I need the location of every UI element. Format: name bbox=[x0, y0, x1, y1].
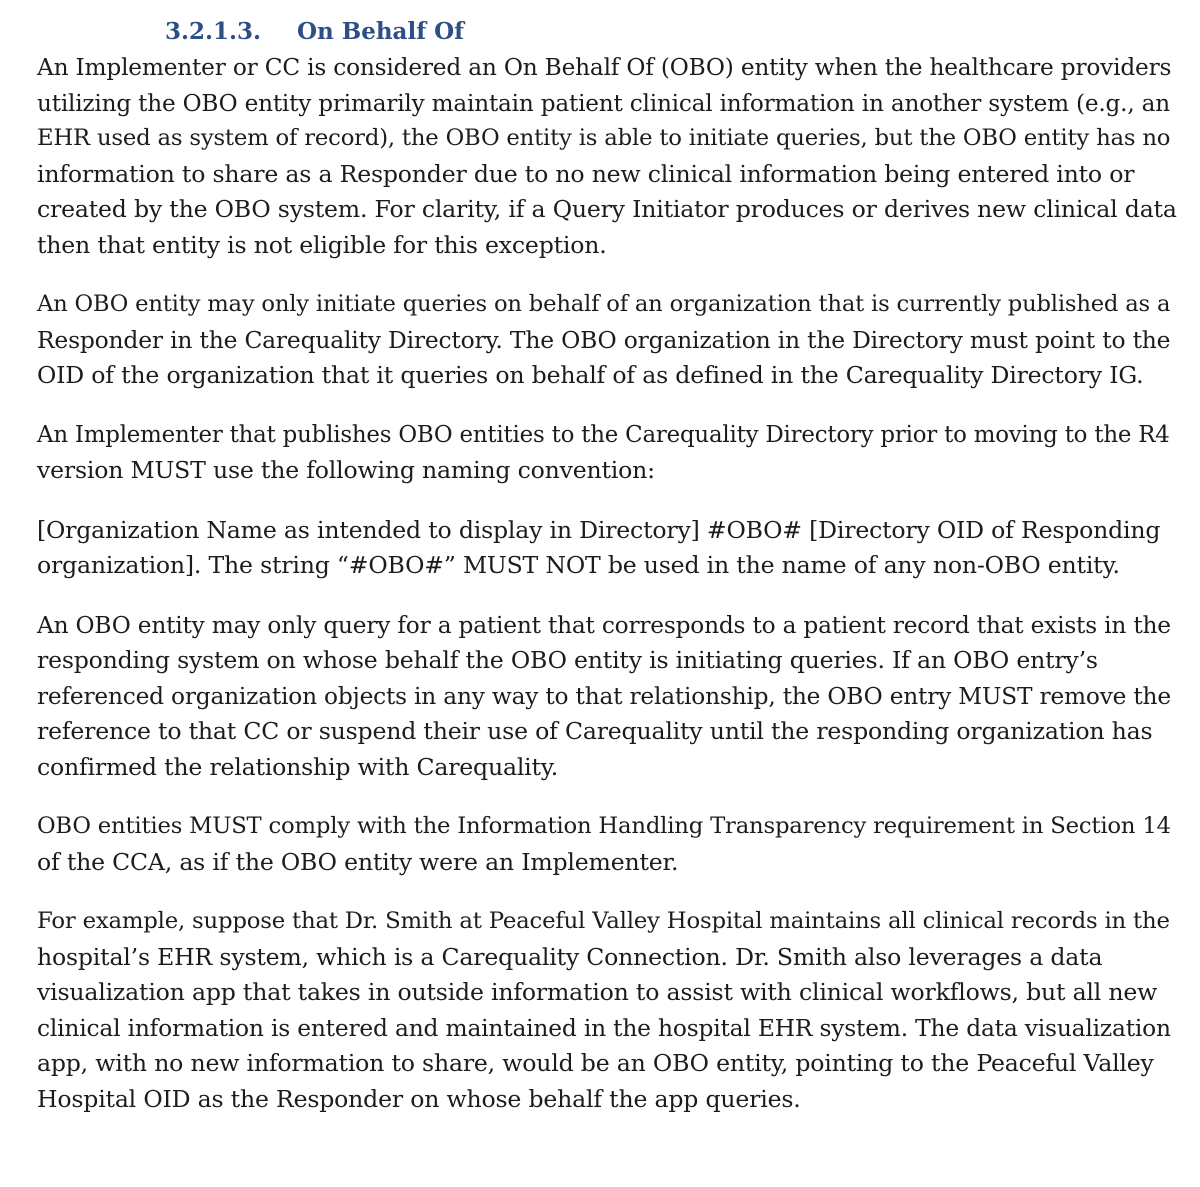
paragraph-gap bbox=[37, 880, 1177, 904]
paragraph-gap bbox=[37, 584, 1177, 608]
paragraph-line: visualization app that takes in outside information to assist with clinical workflows, but all new bbox=[37, 978, 1158, 1006]
paragraph-line: referenced organization objects in any way to that relationship, the OBO entry MUST remove the bbox=[37, 682, 1171, 710]
paragraph-gap bbox=[37, 394, 1177, 418]
paragraph-obo-directory bbox=[37, 287, 1177, 394]
paragraph-line: responding system on whose behalf the OBO entity is initiating queries. If an OBO entry’s bbox=[37, 646, 1098, 674]
paragraph-gap bbox=[37, 489, 1177, 513]
paragraph-line: An Implementer or CC is considered an On Behalf Of (OBO) entity when the healthcare providers bbox=[37, 54, 1172, 81]
paragraph-line: clinical information is entered and maintained in the hospital EHR system. The data visualization bbox=[37, 1013, 1171, 1042]
paragraph-line: utilizing the OBO entity primarily maintain patient clinical information in another system (e.g., an bbox=[37, 89, 1170, 117]
paragraph-line: app, with no new information to share, would be an OBO entity, pointing to the Peaceful Valley bbox=[37, 1049, 1154, 1077]
paragraph-obo-definition bbox=[37, 50, 1177, 263]
document-page bbox=[37, 14, 1177, 1117]
paragraph-line: [Organization Name as intended to display in Directory] #OBO# [Directory OID of Responding bbox=[37, 515, 1161, 544]
paragraph-line: For example, suppose that Dr. Smith at Peaceful Valley Hospital maintains all clinical records in the bbox=[37, 908, 1170, 934]
paragraph-line: created by the OBO system. For clarity, if a Query Initiator produces or derives new clinical data bbox=[37, 195, 1177, 223]
paragraph-line: confirmed the relationship with Carequality. bbox=[37, 752, 559, 781]
paragraph-gap bbox=[37, 263, 1177, 287]
paragraph-naming-convention-intro bbox=[37, 418, 1177, 489]
paragraph-line: An OBO entity may only query for a patient that corresponds to a patient record that exists in the bbox=[37, 611, 1171, 639]
paragraph-line: An OBO entity may only initiate queries on behalf of an organization that is currently published as a bbox=[37, 291, 1171, 317]
paragraph-line: organization]. The string “#OBO#” MUST NOT be used in the name of any non-OBO entity. bbox=[37, 551, 1120, 579]
paragraph-transparency bbox=[37, 809, 1177, 880]
paragraph-line: OID of the organization that it queries on behalf of as defined in the Carequality Directory IG. bbox=[37, 361, 1144, 389]
paragraph-query-restrictions bbox=[37, 608, 1177, 786]
paragraph-line: information to share as a Responder due to no new clinical information being entered into or bbox=[37, 159, 1135, 188]
section-heading bbox=[165, 14, 1177, 50]
section-title: On Behalf Of bbox=[297, 18, 465, 45]
paragraph-line: EHR used as system of record), the OBO entity is able to initiate queries, but the OBO entity has no bbox=[37, 125, 1171, 151]
paragraph-naming-convention bbox=[37, 513, 1177, 584]
paragraph-line: Responder in the Carequality Directory. The OBO organization in the Directory must point to the bbox=[37, 325, 1171, 354]
paragraph-example bbox=[37, 904, 1177, 1117]
paragraph-line: version MUST use the following naming convention: bbox=[37, 456, 655, 484]
paragraph-line: Hospital OID as the Responder on whose behalf the app queries. bbox=[37, 1084, 801, 1113]
paragraph-gap bbox=[37, 785, 1177, 809]
paragraph-line: hospital’s EHR system, which is a Carequality Connection. Dr. Smith also leverages a data bbox=[37, 942, 1103, 971]
paragraph-line: then that entity is not eligible for this exception. bbox=[37, 230, 607, 259]
paragraph-line: An Implementer that publishes OBO entities to the Carequality Directory prior to moving to the R4 bbox=[37, 421, 1170, 448]
paragraph-line: of the CCA, as if the OBO entity were an Implementer. bbox=[37, 847, 679, 876]
section-number: 3.2.1.3. bbox=[165, 18, 262, 45]
paragraph-line: reference to that CC or suspend their use of Carequality until the responding organization has bbox=[37, 717, 1153, 745]
paragraph-line: OBO entities MUST comply with the Information Handling Transparency requirement in Section 14 bbox=[37, 813, 1171, 839]
